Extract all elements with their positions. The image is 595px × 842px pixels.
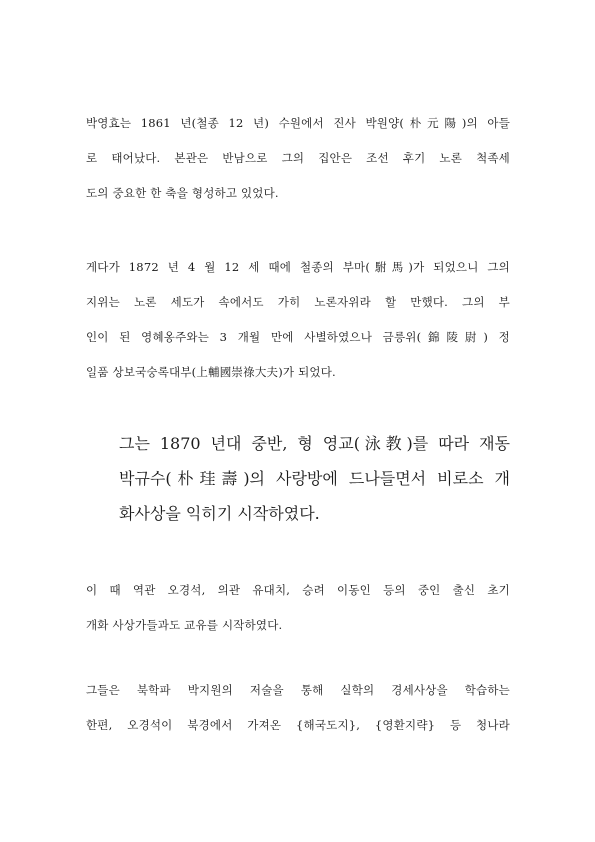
text-line: 이 때 역관 오경석, 의관 유대치, 승려 이동인 등의 중인 출신 초기 [86, 583, 510, 597]
text-line: 박영효는 1861 년(철종 12 년) 수원에서 진사 박원양(朴元陽)의 아들 [86, 116, 510, 130]
text-line: 그들은 북학파 박지원의 저술을 통해 실학의 경세사상을 학습하는 [86, 683, 510, 697]
text-line: 지위는 노론 세도가 속에서도 가히 노론자위라 할 만했다. 그의 부 [86, 295, 510, 309]
text-line: 개화 사상가들과도 교유를 시작하였다. [86, 618, 283, 632]
text-line: 일품 상보국숭록대부(上輔國崇祿大夫)가 되었다. [86, 365, 336, 379]
text-line: 로 태어났다. 본관은 반남으로 그의 집안은 조선 후기 노론 척족세 [86, 151, 510, 165]
quote-line: 화사상을 익히기 시작하였다. [119, 504, 320, 523]
paragraph-study [86, 673, 510, 743]
text-line: 한편, 오경석이 북경에서 가져온 {해국도지}, {영환지략} 등 청나라 [86, 718, 510, 732]
paragraph-royal-son-in-law [86, 250, 510, 390]
paragraph-enlightenment-thinkers [86, 573, 510, 643]
paragraph-birth [86, 106, 510, 211]
quote-line: 그는 1870 년대 중반, 형 영교(泳教)를 따라 재동 [119, 434, 510, 453]
quote-line: 박규수(朴珪壽)의 사랑방에 드나들면서 비로소 개 [119, 469, 510, 488]
text-line: 인이 된 영혜옹주와는 3 개월 만에 사별하였으나 금릉위(錦陵尉) 정 [86, 330, 510, 344]
highlighted-quote [119, 426, 510, 531]
text-line: 도의 중요한 한 축을 형성하고 있었다. [86, 186, 279, 200]
text-line: 게다가 1872 년 4 월 12 세 때에 철종의 부마(駙馬)가 되었으니 그의 [86, 260, 510, 274]
